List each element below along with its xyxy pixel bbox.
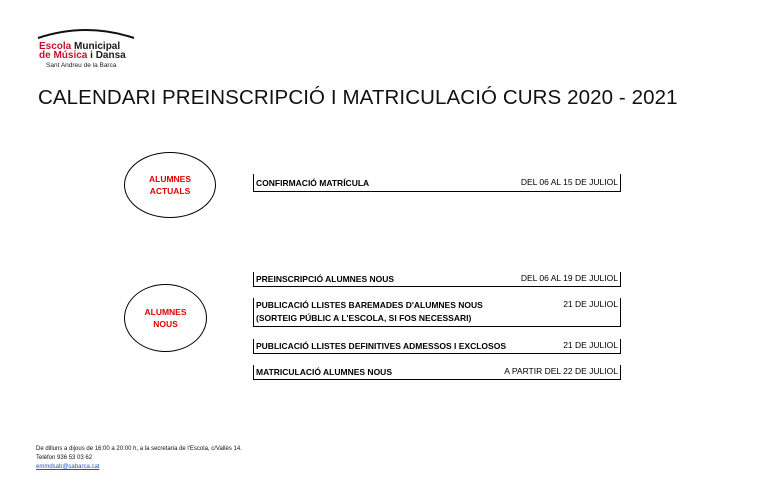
footer-email-link[interactable]: emmdsab@sabarca.cat — [36, 464, 100, 470]
group-actuals-line-1: ALUMNES — [148, 174, 192, 184]
logo-arc-icon — [36, 26, 136, 40]
school-logo — [36, 26, 146, 72]
logo-subtitle: Sant Andreu de la Barca — [46, 62, 117, 69]
footer-contact — [36, 445, 242, 472]
row-label: MATRICULACIÓ ALUMNES NOUS — [256, 367, 392, 377]
row-date: 21 DE JULIOL — [563, 299, 618, 309]
group-nous-line-1: ALUMNES — [144, 307, 187, 317]
calendar-row — [253, 365, 621, 380]
group-alumnes-nous — [124, 284, 207, 352]
row-date: A PARTIR DEL 22 DE JULIOL — [504, 366, 618, 376]
logo-line-2-red: de Música — [39, 50, 88, 61]
logo-line-1-red: Escola — [39, 41, 72, 52]
calendar-row — [253, 174, 621, 192]
row-date: DEL 06 AL 19 DE JULIOL — [520, 273, 618, 283]
footer-hours: De dilluns a dijous de 16:00 a 20:00 h, a la secretaria de l'Escola, c/Vallès 14. — [36, 446, 242, 452]
group-nous-line-2: NOUS — [153, 319, 178, 329]
page-title: CALENDARI PREINSCRIPCIÓ I MATRICULACIÓ CURS 2020 - 2021 — [38, 86, 678, 109]
row-label-line-2: (SORTEIG PÚBLIC A L'ESCOLA, SI FOS NECESSARI) — [256, 312, 472, 323]
row-label: PREINSCRIPCIÓ ALUMNES NOUS — [256, 274, 395, 284]
footer-phone: Telèfon 936 53 03 62 — [36, 455, 93, 461]
logo-line-2 — [39, 51, 126, 61]
row-label: PUBLICACIÓ LLISTES DEFINITIVES ADMESSOS I EXCLOSOS — [256, 341, 506, 351]
group-alumnes-actuals — [124, 152, 216, 218]
logo-line-1-dark: Municipal — [71, 41, 121, 52]
calendar-row — [253, 339, 621, 354]
row-label-line-1: PUBLICACIÓ LLISTES BAREMADES D'ALUMNES NOUS — [256, 300, 483, 310]
group-actuals-line-2: ACTUALS — [149, 186, 191, 196]
row-date: 21 DE JULIOL — [563, 340, 618, 350]
row-label — [256, 299, 483, 324]
calendar-row — [253, 272, 621, 287]
logo-line-2-dark: i Dansa — [87, 50, 126, 61]
calendar-row — [253, 298, 621, 327]
row-label: CONFIRMACIÓ MATRÍCULA — [256, 178, 370, 188]
row-date: DEL 06 AL 15 DE JULIOL — [520, 177, 618, 187]
